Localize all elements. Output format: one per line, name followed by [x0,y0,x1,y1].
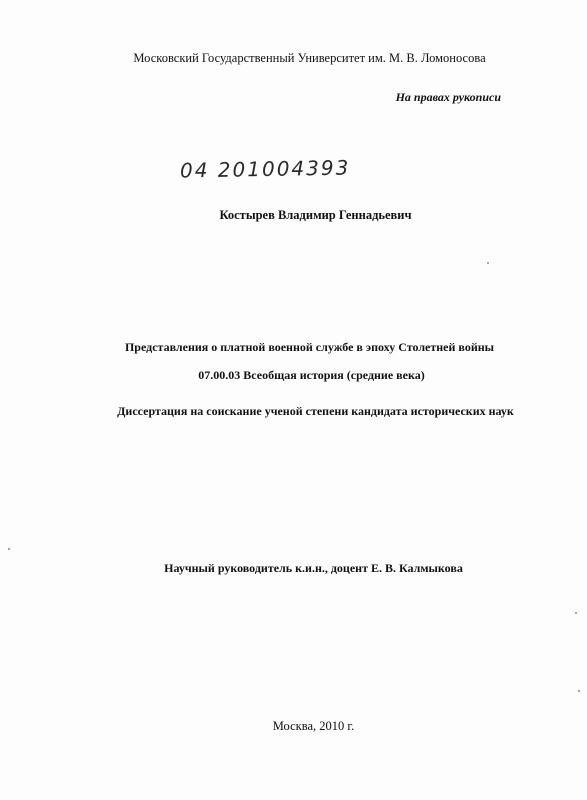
scan-speck [575,612,577,614]
scan-speck [8,548,10,550]
university-name: Московский Государственный Университет им. М. В. Ломоносова [133,51,486,65]
scan-speck [578,690,580,692]
rights-note: На правах рукописи [395,90,501,104]
city-and-year: Москва, 2010 г. [272,719,355,733]
scientific-supervisor: Научный руководитель к.и.н., доцент Е. В. Калмыкова [164,561,463,575]
scan-speck [487,262,489,264]
degree-statement: Диссертация на соискание ученой степени кандидата исторических наук [117,404,514,418]
dissertation-title: Представления о платной военной службе в эпоху Столетней войны [124,340,495,354]
author-name: Костырев Владимир Геннадьевич [219,208,412,222]
specialty-code: 07.00.03 Всеобщая история (средние века) [198,368,425,382]
handwritten-inventory-number: 04 201004393 [179,155,351,183]
